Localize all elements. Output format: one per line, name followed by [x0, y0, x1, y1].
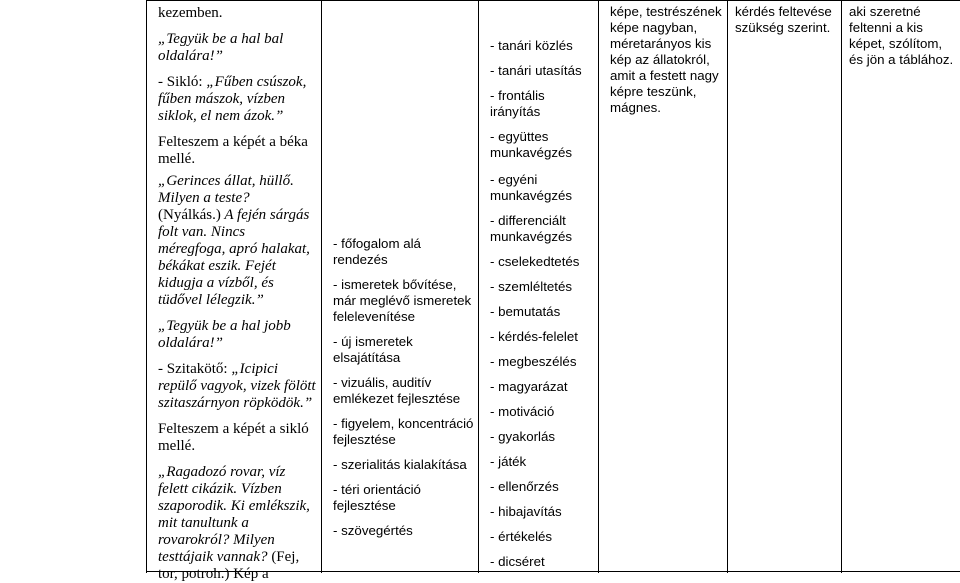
- method-item: - kérdés-felelet: [490, 329, 578, 344]
- method-item: - tanári utasítás: [490, 63, 582, 78]
- method-item: - differenciált munkavégzés: [490, 213, 573, 244]
- method-item: - együttes munkavégzés: [490, 129, 573, 160]
- activity-riddle: - Sikló: „Fűben csúszok, fűben mászok, vízben siklok, el nem ázok.”: [158, 74, 307, 124]
- table-border: [146, 0, 147, 573]
- goal-item: - ismeretek bővítése, már meglévő ismeretek felelevenítése: [333, 277, 472, 324]
- method-item: - bemutatás: [490, 304, 561, 319]
- table-border: [727, 0, 728, 573]
- tools-text: képe, testrészének képe nagyban, méretarányos kis kép az állatokról, amit a festett nagy képre teszünk, mágnes.: [610, 4, 722, 115]
- activity-text: Felteszem a képét a béka mellé.: [158, 134, 308, 167]
- method-item: - értékelés: [490, 529, 553, 544]
- goal-item: - új ismeretek elsajátítása: [333, 334, 413, 365]
- activity-text: Felteszem a képét a sikló mellé.: [158, 421, 309, 454]
- method-item: - frontális irányítás: [490, 88, 545, 119]
- differentiation-text: kérdés feltevése szükség szerint.: [735, 4, 832, 35]
- methods-cell-top: [490, 38, 595, 161]
- activity-quote: „Ragadozó rovar, víz felett cikázik. Vízben szaporodik. Ki emlékszik, mit tanultunk a rovarokról? Milyen testtájaik vannak? (Fej, tor, potroh.) Kép a: [158, 464, 310, 582]
- method-item: - játék: [490, 454, 527, 469]
- method-item: - szemléltetés: [490, 279, 573, 294]
- goal-item: - főfogalom alá rendezés: [333, 236, 421, 267]
- table-border: [598, 0, 599, 573]
- activity-quote: „Tegyük be a hal jobb oldalára!”: [158, 318, 291, 351]
- table-border: [146, 0, 960, 1]
- activity-riddle: - Szitakötő: „Icipici repülő vagyok, vizek fölött szitaszárnyon röpködök.”: [158, 361, 316, 411]
- method-item: - magyarázat: [490, 379, 568, 394]
- methods-cell-bottom: [490, 172, 595, 570]
- notes-text: aki szeretné feltenni a kis képet, szólítom, és jön a táblához.: [849, 4, 954, 67]
- method-item: - motiváció: [490, 404, 555, 419]
- activity-text: kezemben.: [158, 5, 223, 21]
- method-item: - ellenőrzés: [490, 479, 559, 494]
- goal-item: - szövegértés: [333, 523, 413, 538]
- method-item: - cselekedtetés: [490, 254, 580, 269]
- activity-cell-bottom: [158, 173, 316, 583]
- table-border: [478, 0, 479, 573]
- tools-cell: [610, 4, 724, 116]
- activity-cell-top: [158, 5, 316, 168]
- method-item: - hibajavítás: [490, 504, 562, 519]
- goal-item: - szerialitás kialakítása: [333, 457, 467, 472]
- method-item: - dicséret: [490, 554, 545, 569]
- table-border: [321, 0, 322, 573]
- differentiation-cell: [735, 4, 839, 36]
- goals-cell: [333, 236, 475, 539]
- activity-quote: „Gerinces állat, hüllő. Milyen a teste? (Nyálkás.) A fején sárgás folt van. Nincs méregfoga, apró halakat, békákat eszik. Fejét kidugja a vízből, és tüdővel lélegzik.”: [158, 173, 310, 308]
- goal-item: - vizuális, auditív emlékezet fejlesztése: [333, 375, 461, 406]
- method-item: - egyéni munkavégzés: [490, 172, 573, 203]
- table-border: [841, 0, 842, 573]
- goal-item: - figyelem, koncentráció fejlesztése: [333, 416, 474, 447]
- method-item: - gyakorlás: [490, 429, 556, 444]
- method-item: - megbeszélés: [490, 354, 577, 369]
- notes-cell: [849, 4, 958, 68]
- activity-quote: „Tegyük be a hal bal oldalára!”: [158, 31, 284, 64]
- method-item: - tanári közlés: [490, 38, 573, 53]
- goal-item: - téri orientáció fejlesztése: [333, 482, 421, 513]
